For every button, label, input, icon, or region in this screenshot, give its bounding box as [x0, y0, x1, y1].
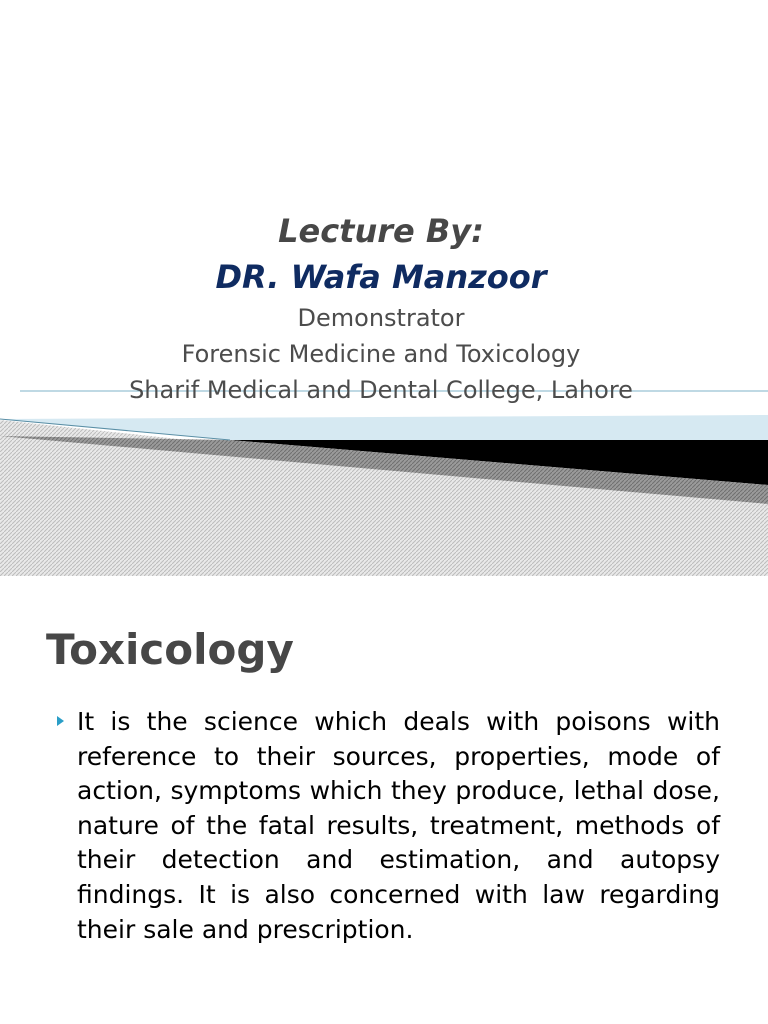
- lecturer-position: Demonstrator: [297, 304, 465, 332]
- bullet-arrow-icon: [57, 716, 64, 726]
- lecturer-institution: Sharif Medical and Dental College, Lahore: [129, 376, 633, 404]
- content-slide: [0, 576, 768, 1024]
- bullet-text: It is the science which deals with poisons with reference to their sources, properties, mode of action, symptoms which they produce, lethal dose, nature of the fatal results, treatment, methods of their detection and estimation, and autopsy findings. It is also concerned with law regarding their sale and prescription.: [77, 707, 720, 944]
- slide-title: Toxicology: [46, 625, 294, 674]
- lecturer-name: DR. Wafa Manzoor: [215, 258, 547, 296]
- title-block: [0, 208, 762, 408]
- lecturer-department: Forensic Medicine and Toxicology: [181, 340, 581, 368]
- lecture-by-heading: Lecture By:: [278, 212, 484, 250]
